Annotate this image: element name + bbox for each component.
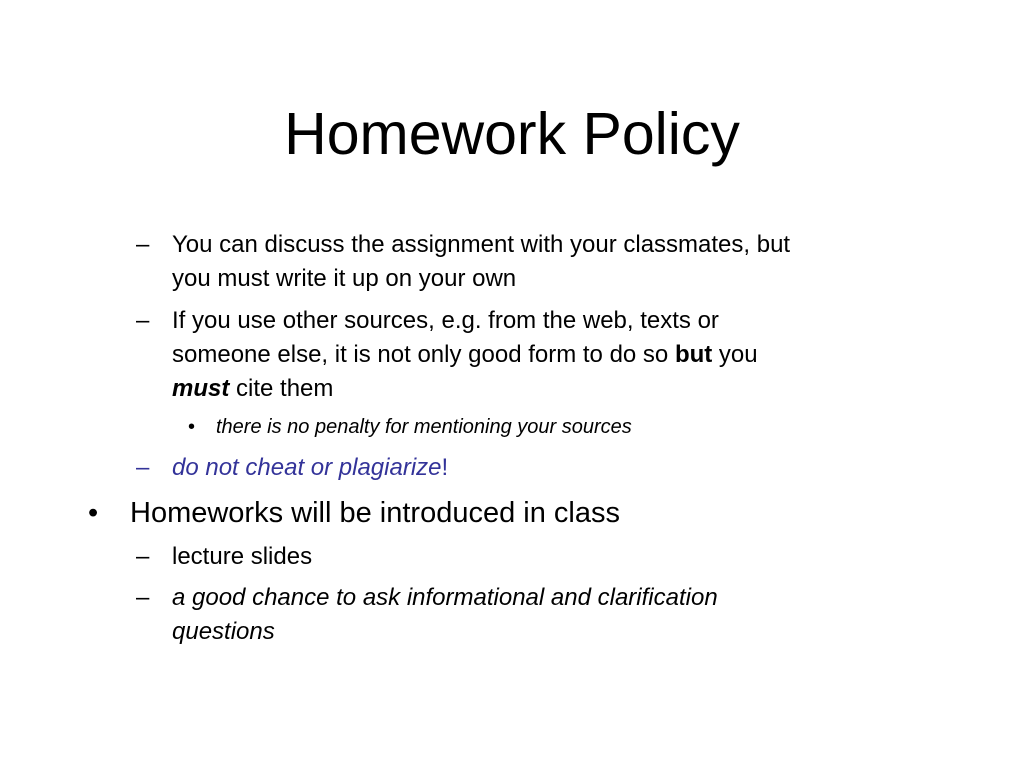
dash-marker: –: [136, 454, 150, 481]
item-line: you must write it up on your own: [172, 265, 517, 292]
dash-marker: –: [136, 307, 150, 334]
item-line: [172, 372, 936, 406]
item-text: [172, 451, 936, 485]
bullet-marker: •: [188, 416, 196, 438]
item-line: questions: [172, 618, 275, 645]
text-run: !: [441, 454, 449, 481]
dash-marker: –: [136, 584, 150, 611]
list-item-penalty: [188, 413, 948, 441]
text-run: someone else, it is not only good form to do so: [172, 341, 675, 368]
list-item-introduced: [88, 494, 968, 532]
list-item-chance: [136, 581, 936, 649]
item-line: a good chance to ask informational and clarification: [172, 584, 718, 611]
list-item-sources: [136, 304, 936, 406]
emphasis-must: must: [172, 375, 230, 402]
list-item-cheat: [136, 451, 936, 485]
slide-title: Homework Policy: [284, 101, 740, 167]
item-line: You can discuss the assignment with your classmates, but: [172, 231, 791, 258]
item-text: [172, 581, 936, 649]
item-line: [172, 338, 936, 372]
dash-marker: –: [136, 543, 150, 570]
emphasis-but: but: [674, 341, 713, 368]
text-run: cite them: [229, 375, 334, 402]
dash-marker: –: [136, 231, 150, 258]
item-text: Homeworks will be introduced in class: [130, 497, 620, 529]
item-text: lecture slides: [172, 543, 313, 570]
emphasis-warning: do not cheat or plagiarize: [172, 454, 442, 481]
item-text: [172, 304, 936, 406]
item-text: [172, 228, 936, 296]
list-item-discuss: [136, 228, 936, 296]
list-item-slides: [136, 540, 936, 574]
text-run: you: [712, 341, 758, 368]
item-line: If you use other sources, e.g. from the web, texts or: [172, 307, 719, 334]
bullet-marker: •: [88, 497, 99, 529]
item-text: there is no penalty for mentioning your sources: [216, 416, 632, 438]
